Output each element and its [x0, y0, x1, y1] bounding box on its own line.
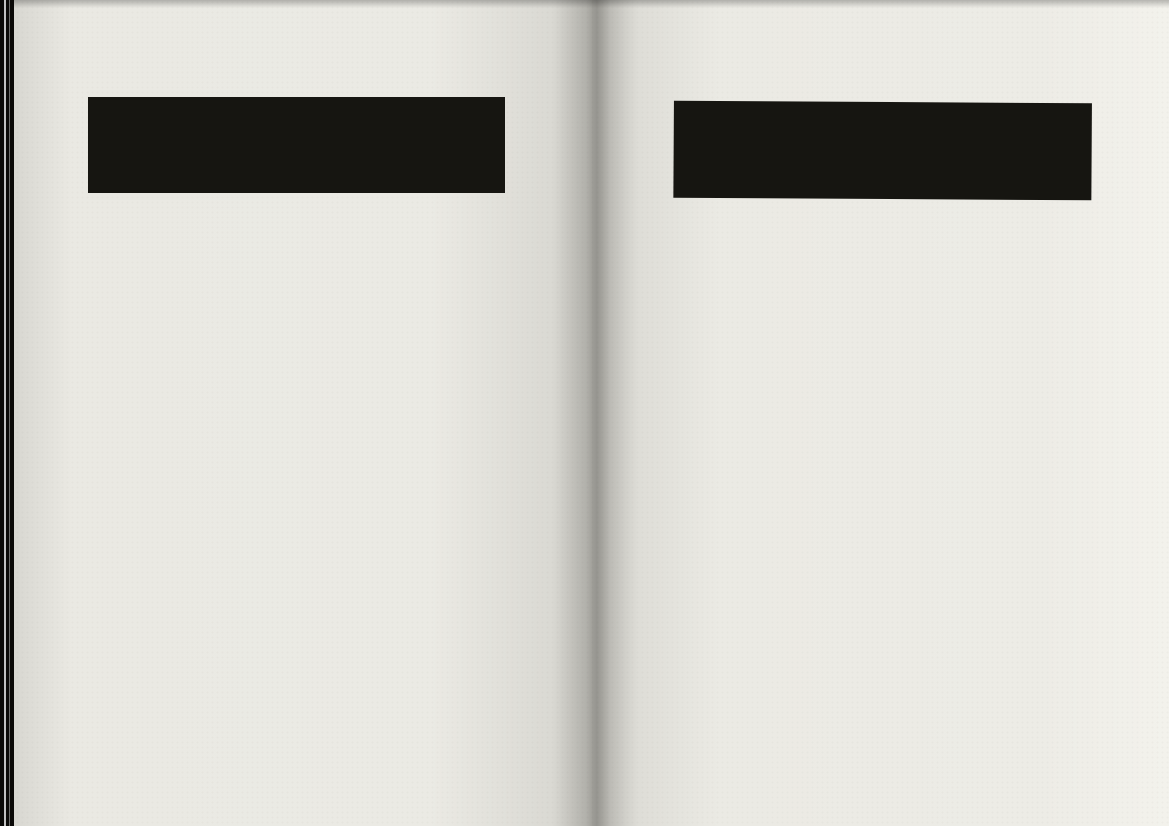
orbit-model-banner	[673, 101, 1092, 201]
scan-edge	[0, 0, 14, 826]
light-curve-plot	[672, 221, 1098, 460]
residuals-plot	[670, 480, 1096, 718]
